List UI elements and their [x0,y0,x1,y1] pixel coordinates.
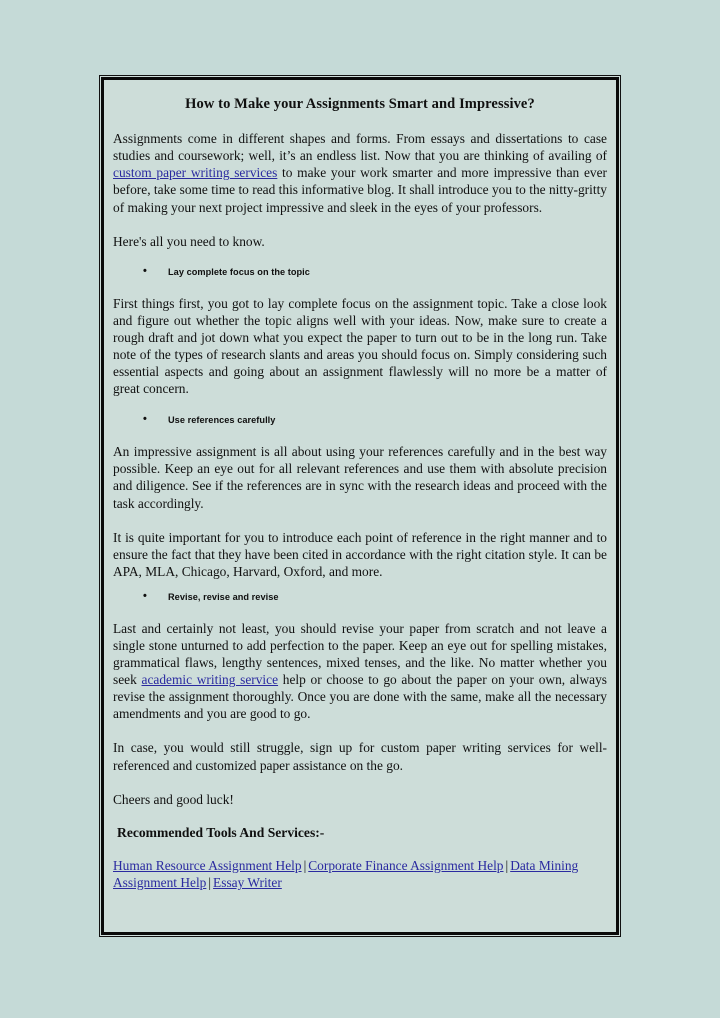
human-resource-assignment-help-link[interactable]: Human Resource Assignment Help [113,857,302,873]
link-separator: | [208,874,212,890]
spacer [112,216,608,233]
list-item: • Revise, revise and revise [112,591,608,604]
list-item: • Lay complete focus on the topic [112,266,608,279]
academic-writing-service-link[interactable]: academic writing service [141,672,279,688]
recommended-tools-heading: Recommended Tools And Services:- [117,824,325,840]
spacer [112,808,608,824]
link-separator: | [303,857,307,873]
essay-writer-link[interactable]: Essay Writer [213,874,282,890]
bullet-heading-focus [112,266,608,279]
bullet-heading-references [112,414,608,427]
spacer [112,774,608,791]
page-title: How to Make your Assignments Smart and Impressive? [185,96,535,112]
references-paragraph-1: An impressive assignment is all about using your references carefully and in the best way possible. Keep an eye out for all relevant references and use them with absolute precision and diligence. See if the references are in sync with the research ideas and proceed with the task accordingly. [113,444,607,511]
spacer [112,397,608,414]
spacer [112,427,608,443]
spacer [112,512,608,529]
spacer [112,604,608,620]
custom-paper-writing-services-link[interactable]: custom paper writing services [113,165,278,181]
bullet-heading-revise [112,591,608,604]
corporate-finance-assignment-help-link[interactable]: Corporate Finance Assignment Help [308,857,504,873]
revise-text-before-link: Last and certainly not least, you should revise your paper from scratch and not leave a single stone unturned to add perfection to the paper. Keep an eye out for spelling mistakes, grammatical flaws, lengthy sentences, mixed tenses, and the like. No matter whether you seek [113,620,607,688]
spacer [112,279,608,295]
sign-off-text: Cheers and good luck! [113,791,234,807]
lead-in-text: Here's all you need to know. [113,233,265,249]
data-mining-assignment-help-link[interactable]: Data Mining Assignment Help [113,857,579,890]
spacer [112,722,608,739]
revise-text-after-link: help or choose to go about the paper on your own, always revise the assignment thoroughly. Once you are done with the same, make all the necessary amendments and you are good to go. [113,672,607,722]
list-item: • Use references carefully [112,414,608,427]
references-paragraph-2: It is quite important for you to introduce each point of reference in the right manner and to ensure the fact that they have been cited in accordance with the right citation style. It can be APA, MLA, Chicago, Harvard, Oxford, and more. [113,529,607,579]
intro-text-after-link: to make your work smarter and more impressive than ever before, take some time to read this informative blog. It shall introduce you to the nitty-gritty of making your next project impressive and sleek in the eyes of your professors. [113,165,607,215]
closing-paragraph: In case, you would still struggle, sign up for custom paper writing services for well-referenced and customized paper assistance on the go. [113,740,607,773]
spacer [112,250,608,266]
intro-paragraph [112,130,608,215]
spacer [112,113,608,130]
focus-paragraph: First things first, you got to lay complete focus on the assignment topic. Take a close look and figure out whether the topic aligns well with your ideas. Now, make sure to create a rough draft and jot down what you expect the paper to turn out to be in the long run. Take note of the types of research slants and areas you should focus on. Simply considering such essential aspects and going about an assignment flawlessly will no more be a matter of great concern. [113,295,607,397]
spacer [112,580,608,591]
intro-text-before-link: Assignments come in different shapes and forms. From essays and dissertations to case studies and coursework; well, it’s an endless list. Now that you are thinking of availing of [113,131,607,164]
link-separator: | [505,857,509,873]
spacer [112,841,608,857]
document-card [101,77,619,935]
recommended-links-row [112,857,608,891]
document-content [104,80,616,932]
revise-paragraph [112,620,608,723]
